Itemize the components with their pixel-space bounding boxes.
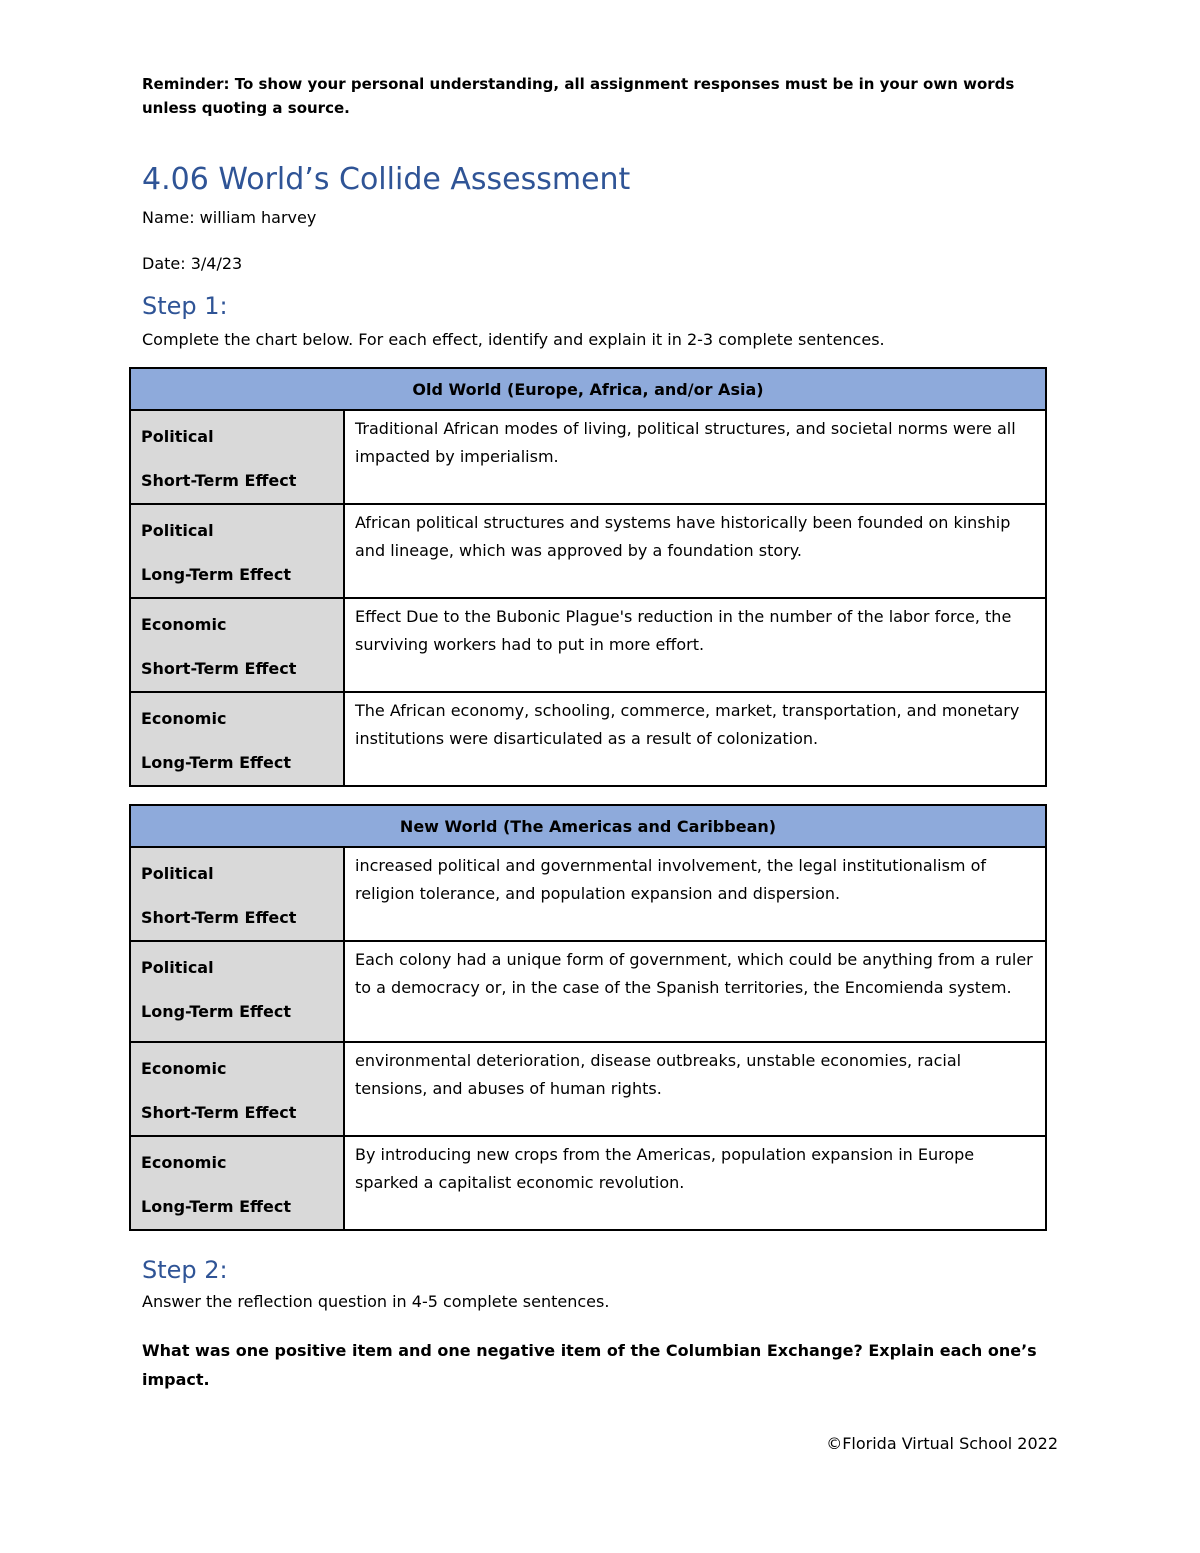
category-label: Political — [141, 958, 214, 977]
response-text[interactable]: Effect Due to the Bubonic Plague's reduction in the number of the labor force, the surviving workers had to put in more effort. — [344, 598, 1046, 692]
response-text[interactable]: Each colony had a unique form of government, which could be anything from a ruler to a democracy or, in the case of the Spanish territories, the Encomienda system. — [344, 941, 1046, 1042]
term-label: Long-Term Effect — [141, 565, 291, 584]
table-row — [130, 847, 1046, 941]
row-label — [130, 1136, 344, 1230]
table-row — [130, 410, 1046, 504]
category-label: Economic — [141, 615, 227, 634]
row-label — [130, 504, 344, 598]
student-name: Name: william harvey — [142, 208, 317, 227]
category-label: Political — [141, 864, 214, 883]
step1-heading: Step 1: — [142, 292, 228, 320]
category-label: Political — [141, 427, 214, 446]
term-label: Long-Term Effect — [141, 1197, 291, 1216]
table-row — [130, 504, 1046, 598]
step1-instructions: Complete the chart below. For each effect, identify and explain it in 2-3 complete sentences. — [142, 330, 885, 349]
table-row — [130, 598, 1046, 692]
reminder-text: Reminder: To show your personal understanding, all assignment responses must be in your own words unless quoting a source. — [142, 75, 1015, 117]
assessment-title: 4.06 World’s Collide Assessment — [142, 162, 631, 197]
category-label: Economic — [141, 1153, 227, 1172]
row-label — [130, 410, 344, 504]
table-row — [130, 941, 1046, 1042]
copyright-footer: ©Florida Virtual School 2022 — [826, 1434, 1058, 1453]
term-label: Short-Term Effect — [141, 1103, 297, 1122]
response-text[interactable]: African political structures and systems have historically been founded on kinship and lineage, which was approved by a foundation story. — [344, 504, 1046, 598]
response-text[interactable]: By introducing new crops from the Americas, population expansion in Europe sparked a capitalist economic revolution. — [344, 1136, 1046, 1230]
table-row — [130, 1136, 1046, 1230]
response-text[interactable]: increased political and governmental involvement, the legal institutionalism of religion tolerance, and population expansion and dispersion. — [344, 847, 1046, 941]
old-world-table — [129, 367, 1047, 787]
term-label: Short-Term Effect — [141, 908, 297, 927]
category-label: Economic — [141, 709, 227, 728]
response-text[interactable]: The African economy, schooling, commerce, market, transportation, and monetary institutions were disarticulated as a result of colonization. — [344, 692, 1046, 786]
assessment-date: Date: 3/4/23 — [142, 254, 243, 273]
term-label: Long-Term Effect — [141, 753, 291, 772]
old-world-header: Old World (Europe, Africa, and/or Asia) — [130, 368, 1046, 410]
response-text[interactable]: Traditional African modes of living, political structures, and societal norms were all impacted by imperialism. — [344, 410, 1046, 504]
term-label: Short-Term Effect — [141, 471, 297, 490]
term-label: Short-Term Effect — [141, 659, 297, 678]
step2-instructions: Answer the reflection question in 4-5 complete sentences. — [142, 1292, 610, 1311]
new-world-header: New World (The Americas and Caribbean) — [130, 805, 1046, 847]
new-world-table — [129, 804, 1047, 1231]
row-label — [130, 598, 344, 692]
step2-heading: Step 2: — [142, 1256, 228, 1284]
category-label: Economic — [141, 1059, 227, 1078]
row-label — [130, 941, 344, 1042]
table-row — [130, 1042, 1046, 1136]
reflection-question: What was one positive item and one negative item of the Columbian Exchange? Explain each one’s impact. — [142, 1341, 1037, 1389]
row-label — [130, 1042, 344, 1136]
term-label: Long-Term Effect — [141, 1002, 291, 1021]
table-row — [130, 692, 1046, 786]
row-label — [130, 692, 344, 786]
category-label: Political — [141, 521, 214, 540]
row-label — [130, 847, 344, 941]
response-text[interactable]: environmental deterioration, disease outbreaks, unstable economies, racial tensions, and abuses of human rights. — [344, 1042, 1046, 1136]
